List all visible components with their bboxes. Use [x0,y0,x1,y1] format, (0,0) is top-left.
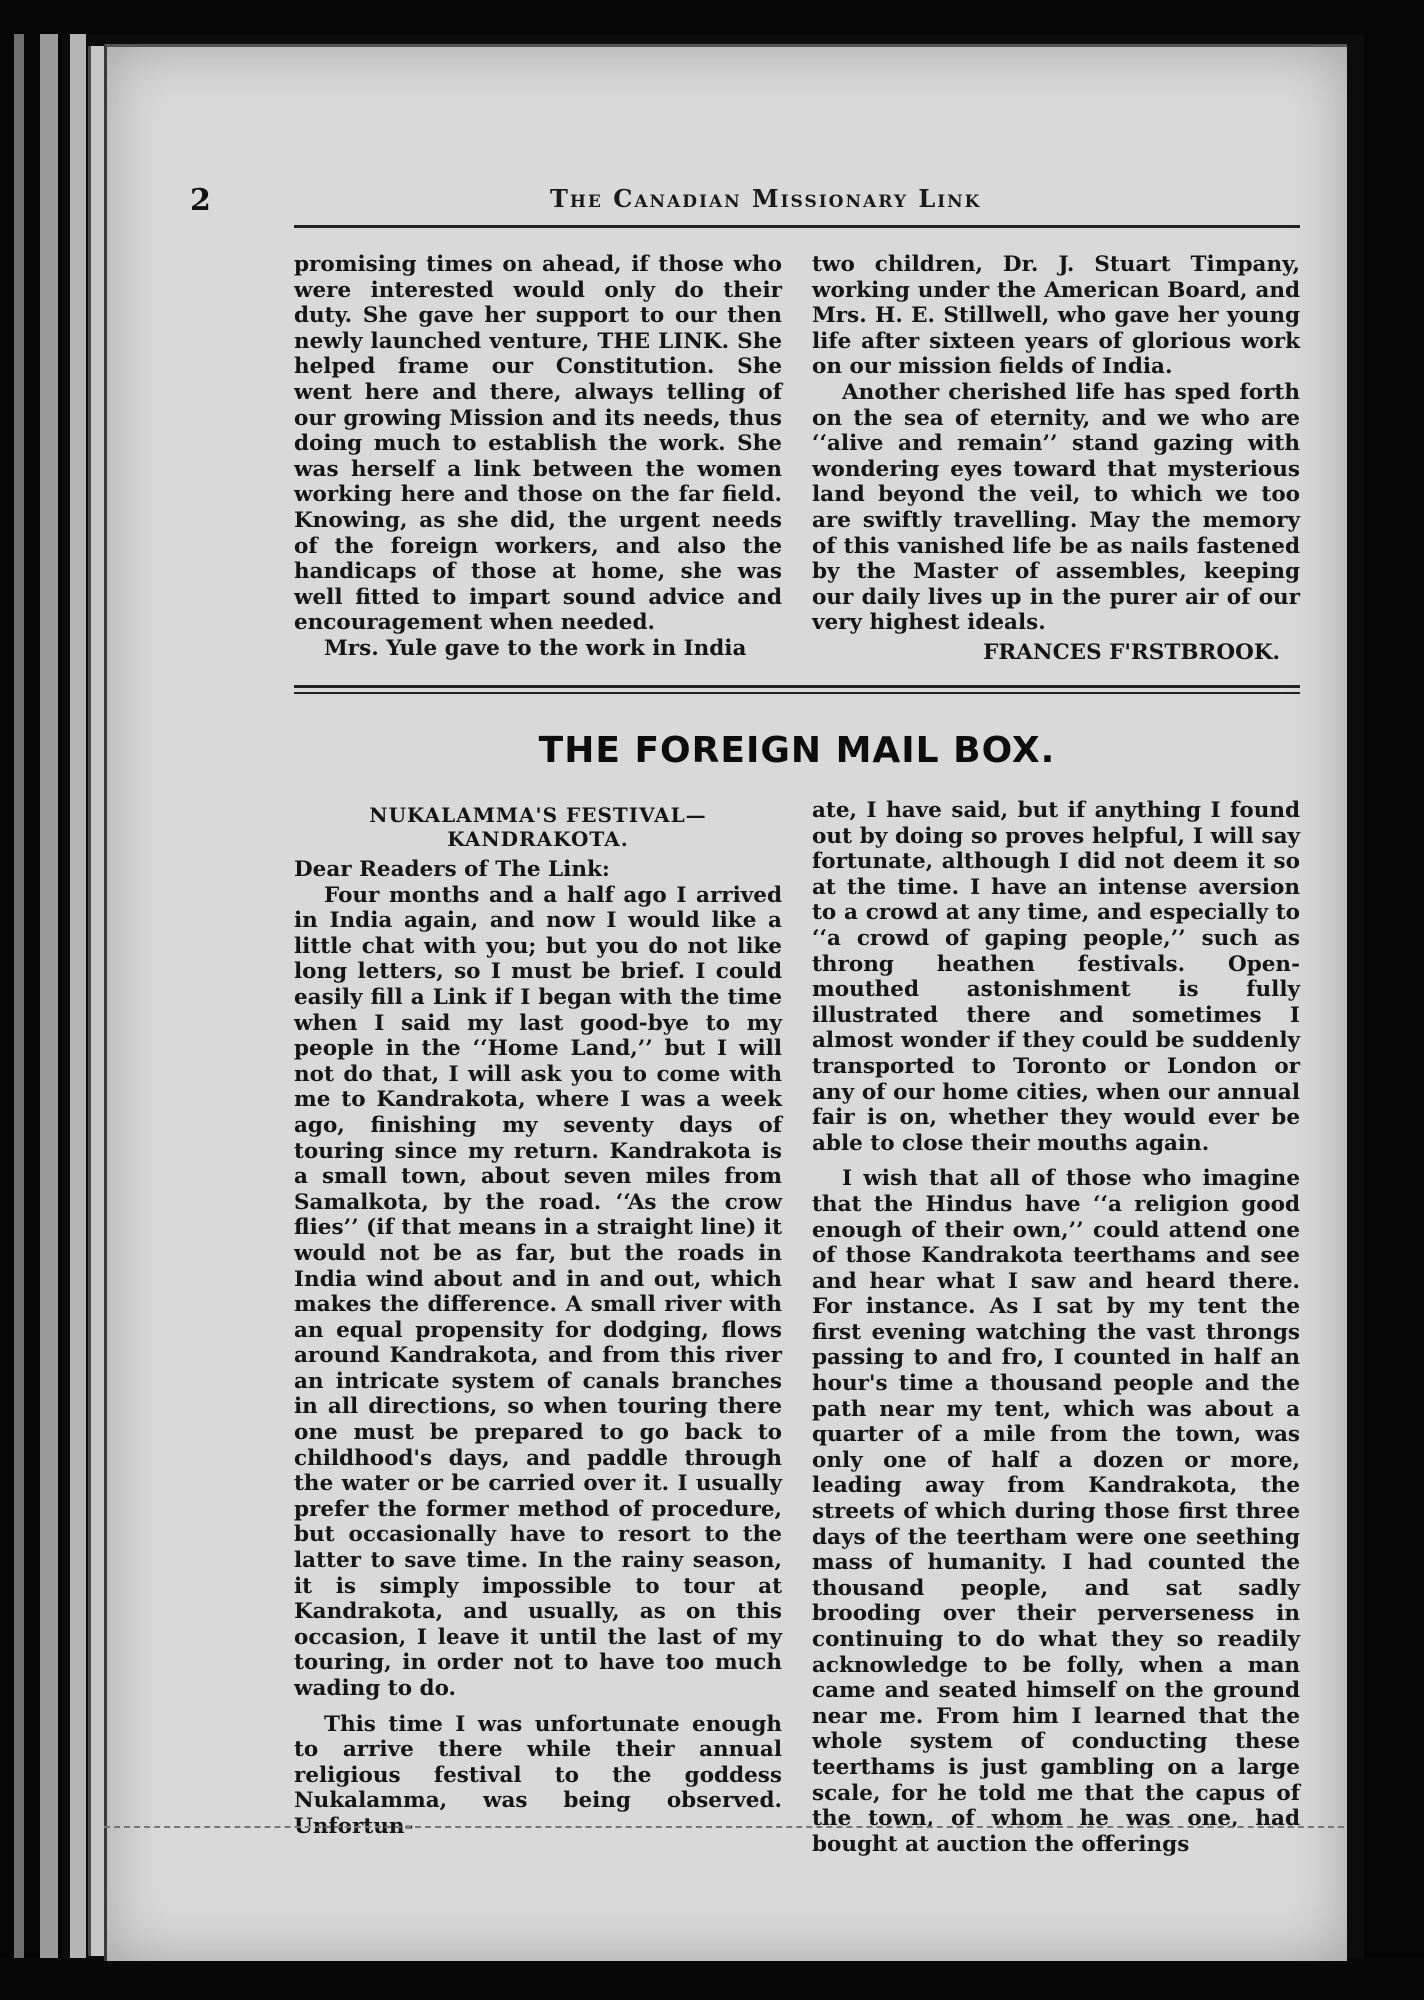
page-header [190,180,1300,220]
film-edge [70,30,86,2000]
article-left-column [294,803,782,1840]
film-edge [40,30,58,2000]
film-border-top [0,0,1424,34]
film-edge [14,30,24,2000]
salutation: Dear Readers of The Link: [294,857,610,882]
paragraph: two children, Dr. J. Stuart Timpany, working under the American Board, and Mrs. H. E. Stillwell, who gave her young life after sixteen years of glorious work on our mission fields of India. [812,252,1300,380]
section-divider [294,685,1300,688]
paragraph: ate, I have said, but if anything I found out by doing so proves helpful, I will say fortunate, although I did not deem it so at the time. I have an intense aversion to a crowd at any time, and especially to ‘‘a crowd of gaping people,’’ such as throng heathen festivals. Open-mouthed astonishment is fully illustrated there and sometimes I almost wonder if they could be suddenly transported to Toronto or London or any of our home cities, when our annual fair is on, whether they would ever be able to close their mouths again. [812,798,1300,1156]
page-number: 2 [190,182,211,218]
film-border-right [1364,0,1424,2000]
section-divider [294,692,1300,694]
paragraph: Mrs. Yule gave to the work in India [324,635,747,661]
section-title: THE FOREIGN MAIL BOX. [538,730,1056,771]
paragraph: promising times on ahead, if those who were interested would only do their duty. She gave her support to our then newly launched venture, THE LINK. She helped frame our Constitution. She went here and there, always telling of our growing Mission and its needs, thus doing much to establish the work. She was herself a link between the women working here and those on the far field. Knowing, as she did, the urgent needs of the foreign workers, and also the handicaps of those at home, she was well fitted to impart sound advice and encouragement when needed. [294,252,782,636]
obituary-right-column [812,252,1300,666]
article-title: NUKALAMMA'S FESTIVAL—KANDRAKOTA. [369,803,707,851]
obituary-left-column [294,252,782,662]
signature: FRANCES F'RSTBROOK. [983,639,1280,665]
paragraph: This time I was unfortunate enough to arrive there while their annual religious festival to the goddess Nukalamma, was being observed. Unfortun- [294,1711,782,1839]
header-rule [294,225,1300,228]
article-right-column [812,798,1300,1857]
paragraph: I wish that all of those who imagine that the Hindus have ‘‘a religion good enough of their own,’’ could attend one of those Kandrakota teerthams and see and hear what I saw and heard there. For instance. As I sat by my tent the first evening watching the vast throngs passing to and fro, I counted in half an hour's time a thousand people and the path near my tent, which was about a quarter of a mile from the town, was only one of half a dozen or more, leading away from Kandrakota, the streets of which during those first three days of the teertham were one seething mass of humanity. I had counted the thousand people, and sat sadly brooding over their perverseness in continuing to do what they so readily acknowledge to be folly, when a man came and seated himself on the ground near me. From him I learned that the whole system of conducting these teerthams is just gambling on a large scale, for he told me that the capus of the town, of whom he was one, had bought at auction the offerings [812,1166,1300,1857]
running-title: The Canadian Missionary Link [550,184,982,213]
paragraph: Four months and a half ago I arrived in India again, and now I would like a little chat with you; but you do not like long letters, so I must be brief. I could easily fill a Link if I began with the time when I said my last good-bye to my people in the ‘‘Home Land,’’ but I will not do that, I will ask you to come with me to Kandrakota, where I was a week ago, finishing my seventy days of touring since my return. Kandrakota is a small town, about seven miles from Samalkota, by the road. ‘‘As the crow flies’’ (if that means in a straight line) it would not be as far, but the roads in India wind about and in and out, which makes the difference. A small river with an equal propensity for dodging, flows around Kandrakota, and from this river an intricate system of canals branches in all directions, so when touring there one must be prepared to go back to childhood's days, and paddle through the water or be carried over it. I usually prefer the former method of procedure, but occasionally have to resort to the latter to save time. In the rainy season, it is simply impossible to tour at Kandrakota, and usually, as on this occasion, I leave it until the last of my touring, in order not to have too much wading to do. [294,882,782,1701]
film-border-bottom [0,1958,1424,2000]
fold-line [104,1826,1344,1828]
paragraph: Another cherished life has sped forth on the sea of eternity, and we who are ‘‘alive and remain’’ stand gazing with wondering eyes toward that mysterious land beyond the veil, to which we too are swiftly travelling. May the memory of this vanished life be as nails fastened by the Master of assembles, keeping our daily lives up in the purer air of our very highest ideals. [812,379,1300,636]
